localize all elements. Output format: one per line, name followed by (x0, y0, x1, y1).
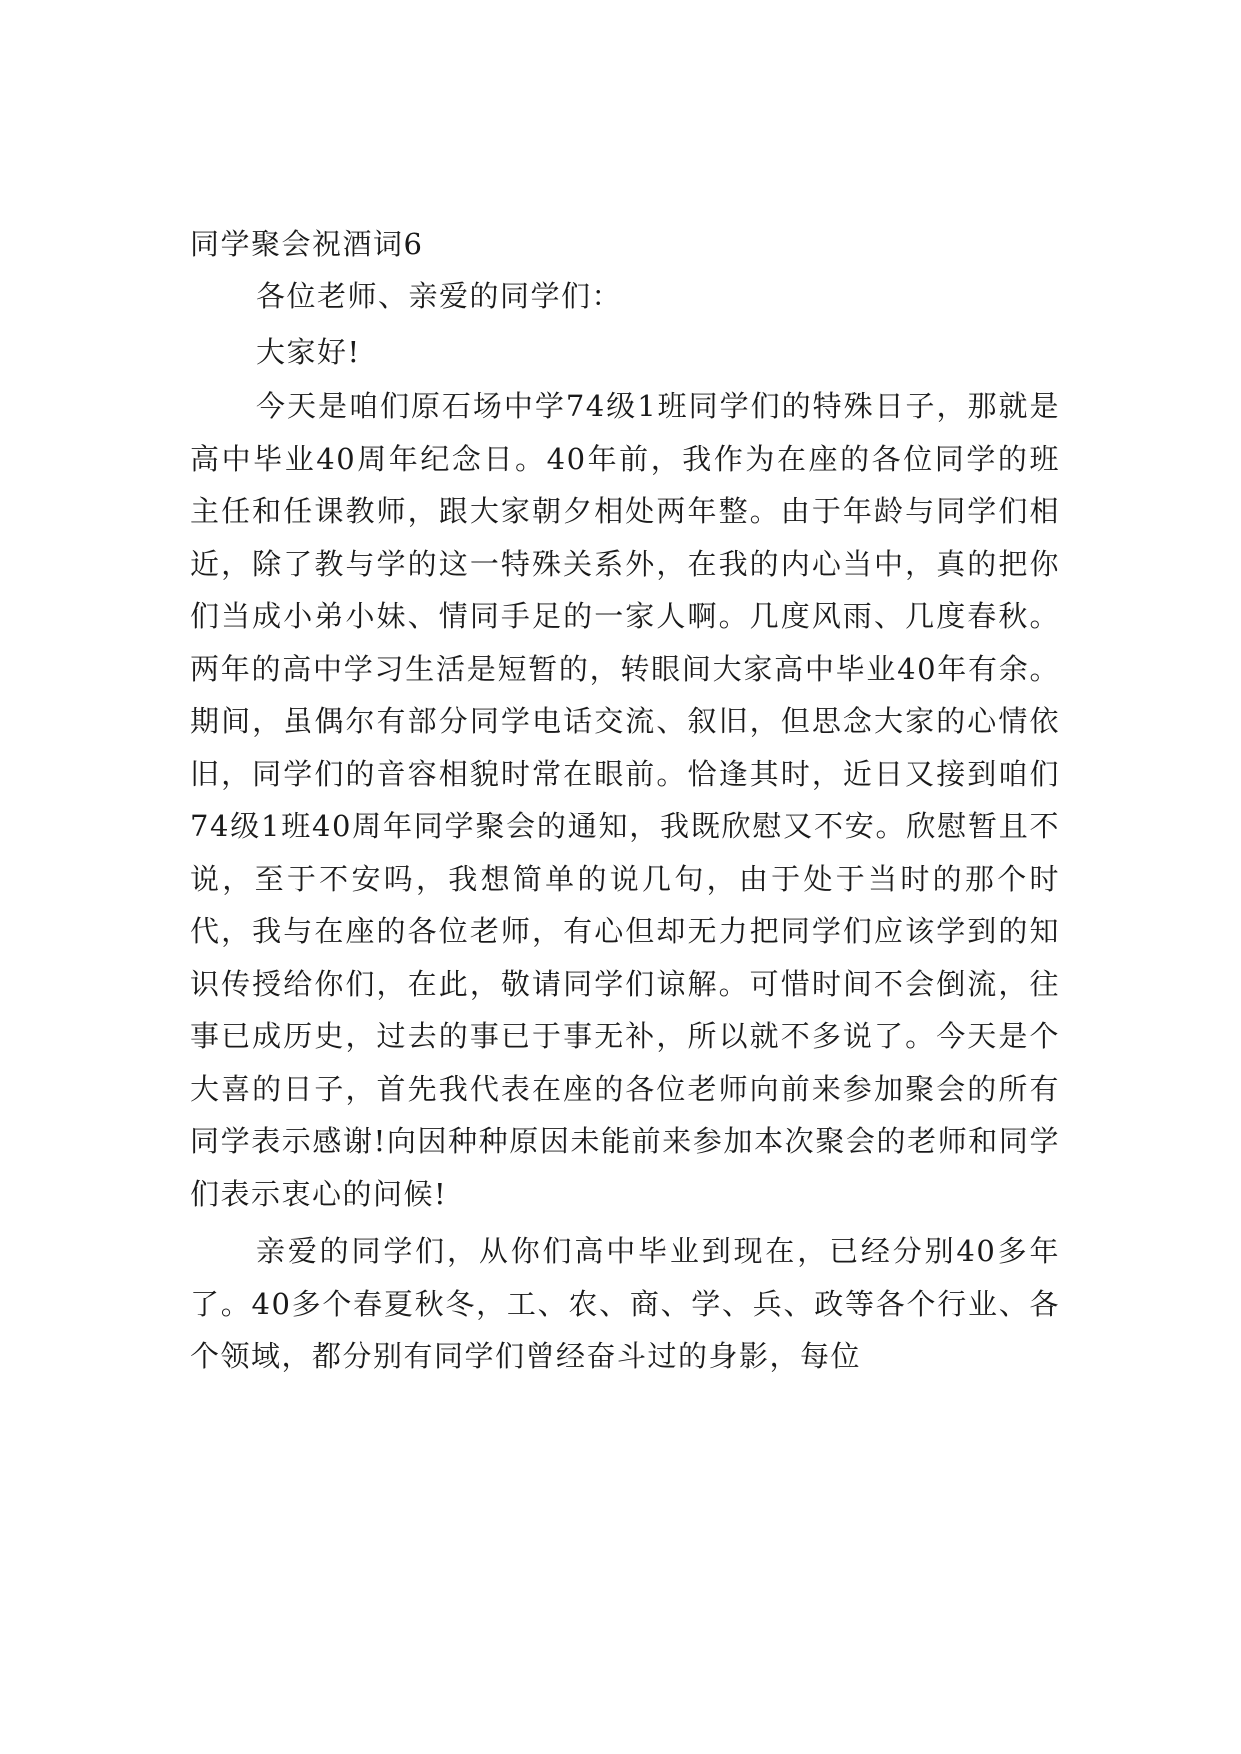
body-paragraph-1: 今天是咱们原石场中学74级1班同学们的特殊日子，那就是高中毕业40周年纪念日。40年前，我作为在座的各位同学的班主任和任课教师，跟大家朝夕相处两年整。由于年龄与同学们相近，除了教与学的这一特殊关系外，在我的内心当中，真的把你们当成小弟小妹、情同手足的一家人啊。几度风雨、几度春秋。两年的高中学习生活是短暂的，转眼间大家高中毕业40年有余。期间，虽偶尔有部分同学电话交流、叙旧，但思念大家的心情依旧，同学们的音容相貌时常在眼前。恰逢其时，近日又接到咱们74级1班40周年同学聚会的通知，我既欣慰又不安。欣慰暂且不说，至于不安吗，我想简单的说几句，由于处于当时的那个时代，我与在座的各位老师，有心但却无力把同学们应该学到的知识传授给你们，在此，敬请同学们谅解。可惜时间不会倒流，往事已成历史，过去的事已于事无补，所以就不多说了。今天是个大喜的日子，首先我代表在座的各位老师向前来参加聚会的所有同学表示感谢!向因种种原因未能前来参加本次聚会的老师和同学们表示衷心的问候! (190, 389, 1060, 1211)
body-paragraph-2: 亲爱的同学们，从你们高中毕业到现在，已经分别40多年了。40多个春夏秋冬，工、农、商、学、兵、政等各个行业、各个领域，都分别有同学们曾经奋斗过的身影，每位 (190, 1234, 1060, 1373)
greeting-line: 大家好! (256, 335, 361, 369)
document-body (190, 220, 1060, 1383)
salutation-line: 各位老师、亲爱的同学们： (256, 279, 623, 313)
document-title: 同学聚会祝酒词6 (190, 227, 424, 261)
